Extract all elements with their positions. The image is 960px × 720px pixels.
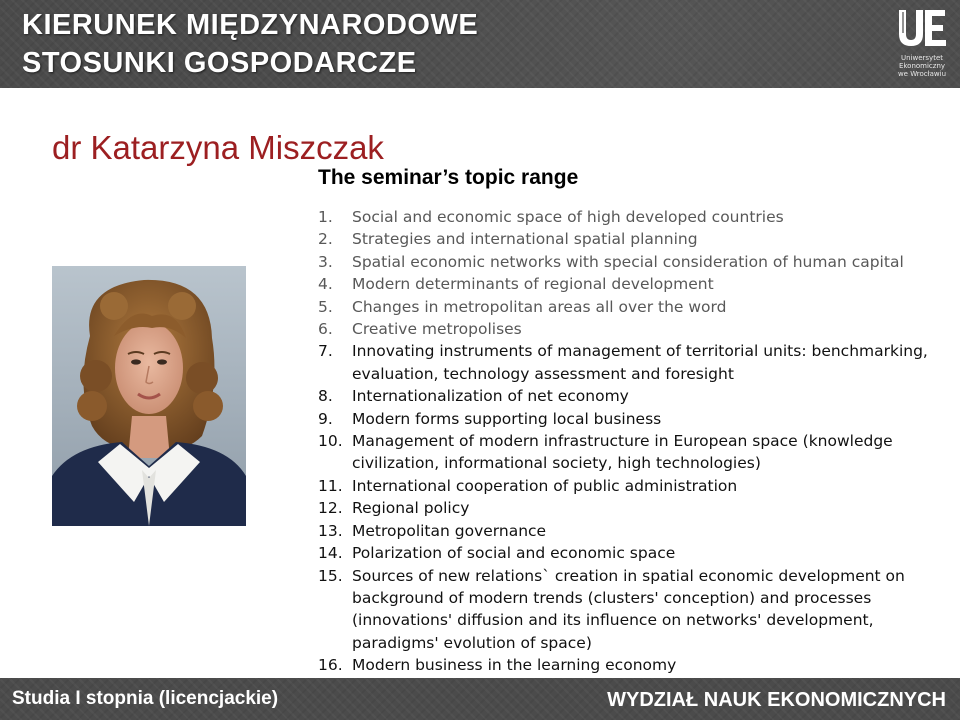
topic-item: 8. Internationalization of net economy <box>318 387 629 406</box>
topic-item: 10. Management of modern infrastructure in European space (knowledge civilization, informational society, high technologies) <box>318 432 893 473</box>
study-level: Studia I stopnia (licencjackie) <box>12 688 279 709</box>
university-logo <box>893 6 951 78</box>
topic-text: Internationalization of net economy <box>352 387 629 406</box>
topic-text: Strategies and international spatial planning <box>352 230 698 249</box>
topic-text: Changes in metropolitan areas all over the word <box>352 297 727 316</box>
topic-text: Metropolitan governance <box>352 521 547 540</box>
topic-text: Polarization of social and economic space <box>352 544 676 563</box>
program-title: KIERUNEK MIĘDZYNARODOWE STOSUNKI GOSPODARCZE <box>22 9 479 79</box>
topic-item: 11. International cooperation of public administration <box>318 476 738 495</box>
portrait-image <box>52 266 246 526</box>
header-band <box>0 0 960 88</box>
footer-band <box>0 678 960 720</box>
ue-logo-icon <box>893 6 951 52</box>
topic-item: 7. Innovating instruments of management of territorial units: benchmarking, evaluation, technology assessment and foresight <box>318 342 928 383</box>
topic-list <box>318 206 938 677</box>
topic-text: Modern business in the learning economy <box>352 656 677 675</box>
topic-text: Innovating instruments of management of territorial units: benchmarking, evaluation, technology assessment and foresight <box>352 342 928 383</box>
topic-text: Creative metropolises <box>352 320 522 339</box>
topic-item: 2. Strategies and international spatial planning <box>318 230 698 249</box>
topic-text: Modern determinants of regional development <box>352 275 714 294</box>
portrait-photo <box>52 266 246 526</box>
topic-text: Spatial economic networks with special consideration of human capital <box>352 252 904 271</box>
topic-text: Management of modern infrastructure in European space (knowledge civilization, informational society, high technologies) <box>352 432 893 473</box>
topic-item: 4. Modern determinants of regional development <box>318 275 714 294</box>
topic-text: International cooperation of public administration <box>352 476 738 495</box>
topic-item: 13. Metropolitan governance <box>318 521 547 540</box>
topic-text: Social and economic space of high developed countries <box>352 208 784 226</box>
topic-item: 3. Spatial economic networks with special consideration of human capital <box>318 252 904 271</box>
person-name: dr Katarzyna Miszczak <box>52 129 384 166</box>
logo-caption: Uniwersytet Ekonomiczny we Wrocławiu <box>897 54 947 78</box>
topic-item: 15. Sources of new relations` creation in spatial economic development on background of modern trends (clusters' conception) and processes (innovations' diffusion and its influence on networks' development, paradigms' evolution of space) <box>318 566 905 652</box>
topic-item: 12. Regional policy <box>318 499 470 518</box>
faculty-name: WYDZIAŁ NAUK EKONOMICZNYCH <box>607 689 946 711</box>
seminar-heading: The seminar’s topic range <box>318 166 579 189</box>
topic-item: 6. Creative metropolises <box>318 320 522 339</box>
topic-text: Regional policy <box>352 499 470 518</box>
topic-item: 5. Changes in metropolitan areas all over the word <box>318 297 727 316</box>
topic-item: 1. Social and economic space of high developed countries <box>318 208 784 226</box>
topic-item: 14. Polarization of social and economic space <box>318 544 676 563</box>
topic-text: Sources of new relations` creation in spatial economic development on background of modern trends (clusters' conception) and processes (innovations' diffusion and its influence on networks' development, paradigms' evolution of space) <box>352 566 905 652</box>
topic-item: 16. Modern business in the learning economy <box>318 656 677 675</box>
topic-item: 9. Modern forms supporting local business <box>318 409 662 428</box>
topic-text: Modern forms supporting local business <box>352 409 662 428</box>
